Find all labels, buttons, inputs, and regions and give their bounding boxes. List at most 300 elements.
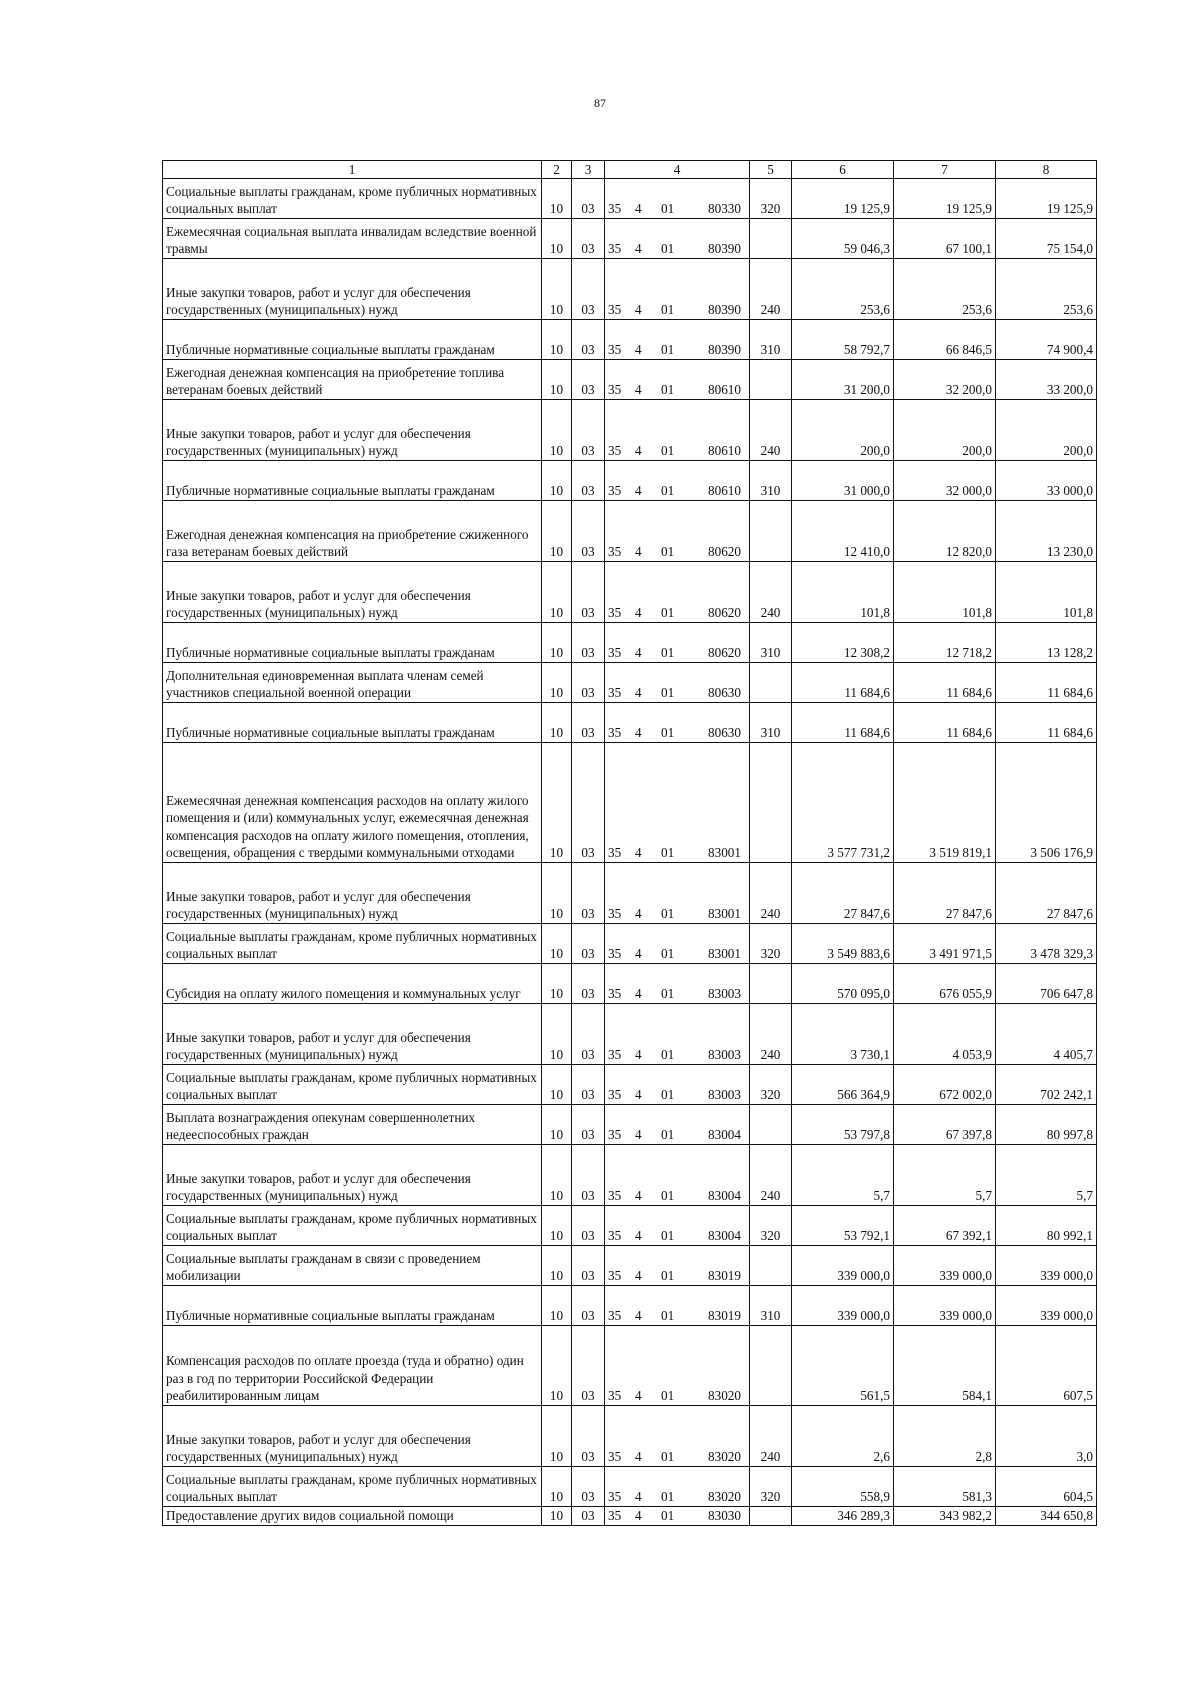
article-code-part: 4 bbox=[635, 845, 642, 861]
table-row bbox=[163, 623, 1097, 663]
item-name-cell: Ежегодная денежная компенсация на приобретение сжиженного газа ветеранам боевых действий bbox=[163, 501, 542, 562]
expense-type-cell: 320 bbox=[750, 1065, 792, 1105]
amount-year2-cell: 11 684,6 bbox=[894, 663, 996, 703]
amount-year3-cell: 80 992,1 bbox=[996, 1206, 1097, 1246]
article-code-part: 35 bbox=[608, 443, 622, 459]
expense-type-cell: 310 bbox=[750, 461, 792, 501]
target-article-cell bbox=[605, 1105, 750, 1145]
subsection-code-cell: 03 bbox=[572, 924, 605, 964]
article-code-part: 35 bbox=[608, 725, 622, 741]
table-row bbox=[163, 1065, 1097, 1105]
article-code-part: 80610 bbox=[708, 483, 741, 499]
table-row bbox=[163, 360, 1097, 400]
table-row bbox=[163, 219, 1097, 259]
article-code-part: 01 bbox=[661, 201, 675, 217]
article-code-part: 01 bbox=[661, 241, 675, 257]
subsection-code-cell: 03 bbox=[572, 320, 605, 360]
table-row bbox=[163, 1145, 1097, 1206]
article-code-part: 01 bbox=[661, 906, 675, 922]
amount-year2-cell: 2,8 bbox=[894, 1406, 996, 1467]
table-row bbox=[163, 1004, 1097, 1065]
article-code-part: 80390 bbox=[708, 302, 741, 318]
section-code-cell: 10 bbox=[542, 219, 572, 259]
article-code-part: 4 bbox=[635, 605, 642, 621]
item-name-cell: Иные закупки товаров, работ и услуг для обеспечения государственных (муниципальных) нужд bbox=[163, 400, 542, 461]
article-code-part: 35 bbox=[608, 1508, 622, 1523]
article-code-part: 4 bbox=[635, 725, 642, 741]
article-code-part: 80390 bbox=[708, 241, 741, 257]
article-code-part: 35 bbox=[608, 241, 622, 257]
expense-type-cell bbox=[750, 1105, 792, 1145]
item-name-cell: Иные закупки товаров, работ и услуг для обеспечения государственных (муниципальных) нужд bbox=[163, 1145, 542, 1206]
article-code-part: 01 bbox=[661, 1228, 675, 1244]
amount-year1-cell: 11 684,6 bbox=[792, 703, 894, 743]
amount-year1-cell: 31 200,0 bbox=[792, 360, 894, 400]
target-article-cell bbox=[605, 259, 750, 320]
article-code-part: 4 bbox=[635, 201, 642, 217]
subsection-code-cell: 03 bbox=[572, 562, 605, 623]
expense-type-cell: 310 bbox=[750, 320, 792, 360]
header-col-5: 5 bbox=[750, 161, 792, 179]
article-code-part: 83004 bbox=[708, 1228, 741, 1244]
item-name-cell: Публичные нормативные социальные выплаты гражданам bbox=[163, 320, 542, 360]
amount-year2-cell: 3 519 819,1 bbox=[894, 743, 996, 863]
article-code-part: 83003 bbox=[708, 1087, 741, 1103]
amount-year1-cell: 346 289,3 bbox=[792, 1507, 894, 1526]
amount-year3-cell: 4 405,7 bbox=[996, 1004, 1097, 1065]
article-code-part: 80630 bbox=[708, 685, 741, 701]
expense-type-cell: 240 bbox=[750, 562, 792, 623]
section-code-cell: 10 bbox=[542, 964, 572, 1004]
amount-year3-cell: 604,5 bbox=[996, 1467, 1097, 1507]
target-article-cell bbox=[605, 562, 750, 623]
article-code-part: 35 bbox=[608, 1047, 622, 1063]
subsection-code-cell: 03 bbox=[572, 1206, 605, 1246]
item-name-cell: Социальные выплаты гражданам, кроме публичных нормативных социальных выплат bbox=[163, 1467, 542, 1507]
expense-type-cell: 240 bbox=[750, 400, 792, 461]
table-row bbox=[163, 501, 1097, 562]
section-code-cell: 10 bbox=[542, 1206, 572, 1246]
article-code-part: 83001 bbox=[708, 906, 741, 922]
section-code-cell: 10 bbox=[542, 1286, 572, 1326]
article-code-part: 35 bbox=[608, 946, 622, 962]
amount-year1-cell: 53 797,8 bbox=[792, 1105, 894, 1145]
article-code-part: 01 bbox=[661, 1489, 675, 1505]
article-code-part: 01 bbox=[661, 645, 675, 661]
article-code-part: 83001 bbox=[708, 946, 741, 962]
amount-year3-cell: 11 684,6 bbox=[996, 663, 1097, 703]
expense-type-cell bbox=[750, 964, 792, 1004]
amount-year3-cell: 339 000,0 bbox=[996, 1246, 1097, 1286]
amount-year2-cell: 101,8 bbox=[894, 562, 996, 623]
article-code-part: 83019 bbox=[708, 1308, 741, 1324]
article-code-part: 4 bbox=[635, 906, 642, 922]
article-code-part: 01 bbox=[661, 1188, 675, 1204]
target-article-cell bbox=[605, 1206, 750, 1246]
table-row bbox=[163, 461, 1097, 501]
target-article-cell bbox=[605, 501, 750, 562]
amount-year3-cell: 3,0 bbox=[996, 1406, 1097, 1467]
amount-year2-cell: 67 100,1 bbox=[894, 219, 996, 259]
table-row bbox=[163, 1406, 1097, 1467]
amount-year1-cell: 3 549 883,6 bbox=[792, 924, 894, 964]
subsection-code-cell: 03 bbox=[572, 1507, 605, 1526]
article-code-part: 4 bbox=[635, 946, 642, 962]
amount-year3-cell: 706 647,8 bbox=[996, 964, 1097, 1004]
subsection-code-cell: 03 bbox=[572, 1004, 605, 1065]
item-name-cell: Ежегодная денежная компенсация на приобретение топлива ветеранам боевых действий bbox=[163, 360, 542, 400]
article-code-part: 35 bbox=[608, 685, 622, 701]
article-code-part: 35 bbox=[608, 483, 622, 499]
subsection-code-cell: 03 bbox=[572, 501, 605, 562]
table-row bbox=[163, 179, 1097, 219]
budget-table bbox=[162, 160, 1097, 1526]
amount-year1-cell: 3 577 731,2 bbox=[792, 743, 894, 863]
section-code-cell: 10 bbox=[542, 562, 572, 623]
target-article-cell bbox=[605, 1507, 750, 1526]
amount-year2-cell: 32 000,0 bbox=[894, 461, 996, 501]
article-code-part: 83020 bbox=[708, 1449, 741, 1465]
section-code-cell: 10 bbox=[542, 1406, 572, 1467]
section-code-cell: 10 bbox=[542, 924, 572, 964]
section-code-cell: 10 bbox=[542, 703, 572, 743]
expense-type-cell bbox=[750, 1246, 792, 1286]
target-article-cell bbox=[605, 1286, 750, 1326]
article-code-part: 01 bbox=[661, 605, 675, 621]
article-code-part: 4 bbox=[635, 1489, 642, 1505]
amount-year2-cell: 584,1 bbox=[894, 1326, 996, 1406]
amount-year2-cell: 32 200,0 bbox=[894, 360, 996, 400]
article-code-part: 01 bbox=[661, 1449, 675, 1465]
article-code-part: 4 bbox=[635, 241, 642, 257]
article-code-part: 4 bbox=[635, 1127, 642, 1143]
subsection-code-cell: 03 bbox=[572, 360, 605, 400]
item-name-cell: Иные закупки товаров, работ и услуг для обеспечения государственных (муниципальных) нужд bbox=[163, 259, 542, 320]
target-article-cell bbox=[605, 743, 750, 863]
amount-year1-cell: 27 847,6 bbox=[792, 863, 894, 924]
article-code-part: 83004 bbox=[708, 1188, 741, 1204]
subsection-code-cell: 03 bbox=[572, 743, 605, 863]
expense-type-cell: 240 bbox=[750, 259, 792, 320]
table-row bbox=[163, 1206, 1097, 1246]
item-name-cell: Публичные нормативные социальные выплаты гражданам bbox=[163, 1286, 542, 1326]
article-code-part: 35 bbox=[608, 302, 622, 318]
target-article-cell bbox=[605, 320, 750, 360]
amount-year2-cell: 66 846,5 bbox=[894, 320, 996, 360]
amount-year3-cell: 74 900,4 bbox=[996, 320, 1097, 360]
article-code-part: 35 bbox=[608, 605, 622, 621]
article-code-part: 01 bbox=[661, 986, 675, 1002]
amount-year3-cell: 3 478 329,3 bbox=[996, 924, 1097, 964]
section-code-cell: 10 bbox=[542, 1065, 572, 1105]
header-col-3: 3 bbox=[572, 161, 605, 179]
amount-year2-cell: 339 000,0 bbox=[894, 1246, 996, 1286]
article-code-part: 4 bbox=[635, 1188, 642, 1204]
expense-type-cell bbox=[750, 743, 792, 863]
article-code-part: 4 bbox=[635, 1449, 642, 1465]
amount-year1-cell: 2,6 bbox=[792, 1406, 894, 1467]
target-article-cell bbox=[605, 863, 750, 924]
subsection-code-cell: 03 bbox=[572, 1286, 605, 1326]
section-code-cell: 10 bbox=[542, 863, 572, 924]
article-code-part: 4 bbox=[635, 342, 642, 358]
item-name-cell: Выплата вознаграждения опекунам совершеннолетних недееспособных граждан bbox=[163, 1105, 542, 1145]
table-header-row bbox=[163, 161, 1097, 179]
item-name-cell: Компенсация расходов по оплате проезда (туда и обратно) один раз в год по территории Российской Федерации реабилитированным лицам bbox=[163, 1326, 542, 1406]
amount-year3-cell: 3 506 176,9 bbox=[996, 743, 1097, 863]
page-number: 87 bbox=[594, 96, 606, 110]
amount-year2-cell: 200,0 bbox=[894, 400, 996, 461]
target-article-cell bbox=[605, 1467, 750, 1507]
article-code-part: 01 bbox=[661, 382, 675, 398]
article-code-part: 35 bbox=[608, 201, 622, 217]
article-code-part: 01 bbox=[661, 685, 675, 701]
section-code-cell: 10 bbox=[542, 1004, 572, 1065]
article-code-part: 4 bbox=[635, 986, 642, 1002]
article-code-part: 01 bbox=[661, 946, 675, 962]
subsection-code-cell: 03 bbox=[572, 663, 605, 703]
amount-year2-cell: 676 055,9 bbox=[894, 964, 996, 1004]
target-article-cell bbox=[605, 219, 750, 259]
table-row bbox=[163, 1507, 1097, 1526]
article-code-part: 35 bbox=[608, 1268, 622, 1284]
item-name-cell: Иные закупки товаров, работ и услуг для обеспечения государственных (муниципальных) нужд bbox=[163, 562, 542, 623]
article-code-part: 01 bbox=[661, 725, 675, 741]
table-row bbox=[163, 924, 1097, 964]
article-code-part: 35 bbox=[608, 342, 622, 358]
section-code-cell: 10 bbox=[542, 320, 572, 360]
article-code-part: 80610 bbox=[708, 382, 741, 398]
article-code-part: 4 bbox=[635, 302, 642, 318]
target-article-cell bbox=[605, 703, 750, 743]
header-col-8: 8 bbox=[996, 161, 1097, 179]
table-row bbox=[163, 320, 1097, 360]
article-code-part: 35 bbox=[608, 1087, 622, 1103]
amount-year1-cell: 53 792,1 bbox=[792, 1206, 894, 1246]
amount-year2-cell: 253,6 bbox=[894, 259, 996, 320]
subsection-code-cell: 03 bbox=[572, 1065, 605, 1105]
expense-type-cell: 240 bbox=[750, 1145, 792, 1206]
article-code-part: 4 bbox=[635, 1308, 642, 1324]
amount-year1-cell: 339 000,0 bbox=[792, 1246, 894, 1286]
item-name-cell: Дополнительная единовременная выплата членам семей участников специальной военной операции bbox=[163, 663, 542, 703]
article-code-part: 4 bbox=[635, 1508, 642, 1523]
amount-year3-cell: 13 230,0 bbox=[996, 501, 1097, 562]
expense-type-cell: 310 bbox=[750, 1286, 792, 1326]
amount-year2-cell: 11 684,6 bbox=[894, 703, 996, 743]
amount-year3-cell: 75 154,0 bbox=[996, 219, 1097, 259]
amount-year1-cell: 59 046,3 bbox=[792, 219, 894, 259]
article-code-part: 4 bbox=[635, 1047, 642, 1063]
section-code-cell: 10 bbox=[542, 1246, 572, 1286]
section-code-cell: 10 bbox=[542, 400, 572, 461]
amount-year3-cell: 19 125,9 bbox=[996, 179, 1097, 219]
amount-year3-cell: 5,7 bbox=[996, 1145, 1097, 1206]
article-code-part: 01 bbox=[661, 1268, 675, 1284]
article-code-part: 80330 bbox=[708, 201, 741, 217]
article-code-part: 83019 bbox=[708, 1268, 741, 1284]
expense-type-cell: 240 bbox=[750, 863, 792, 924]
article-code-part: 80390 bbox=[708, 342, 741, 358]
section-code-cell: 10 bbox=[542, 663, 572, 703]
expense-type-cell: 240 bbox=[750, 1004, 792, 1065]
subsection-code-cell: 03 bbox=[572, 179, 605, 219]
table-row bbox=[163, 259, 1097, 320]
amount-year1-cell: 339 000,0 bbox=[792, 1286, 894, 1326]
header-col-2: 2 bbox=[542, 161, 572, 179]
amount-year1-cell: 58 792,7 bbox=[792, 320, 894, 360]
article-code-part: 01 bbox=[661, 1388, 675, 1404]
article-code-part: 35 bbox=[608, 1388, 622, 1404]
article-code-part: 35 bbox=[608, 1127, 622, 1143]
expense-type-cell: 320 bbox=[750, 924, 792, 964]
subsection-code-cell: 03 bbox=[572, 400, 605, 461]
article-code-part: 35 bbox=[608, 1449, 622, 1465]
amount-year3-cell: 11 684,6 bbox=[996, 703, 1097, 743]
header-col-4: 4 bbox=[605, 161, 750, 179]
table-row bbox=[163, 1467, 1097, 1507]
article-code-part: 35 bbox=[608, 906, 622, 922]
table-row bbox=[163, 562, 1097, 623]
section-code-cell: 10 bbox=[542, 461, 572, 501]
item-name-cell: Ежемесячная социальная выплата инвалидам вследствие военной травмы bbox=[163, 219, 542, 259]
article-code-part: 35 bbox=[608, 845, 622, 861]
amount-year2-cell: 3 491 971,5 bbox=[894, 924, 996, 964]
article-code-part: 4 bbox=[635, 1268, 642, 1284]
amount-year3-cell: 33 000,0 bbox=[996, 461, 1097, 501]
subsection-code-cell: 03 bbox=[572, 1406, 605, 1467]
amount-year2-cell: 672 002,0 bbox=[894, 1065, 996, 1105]
article-code-part: 35 bbox=[608, 1188, 622, 1204]
article-code-part: 4 bbox=[635, 1228, 642, 1244]
section-code-cell: 10 bbox=[542, 1105, 572, 1145]
target-article-cell bbox=[605, 179, 750, 219]
target-article-cell bbox=[605, 1004, 750, 1065]
amount-year1-cell: 31 000,0 bbox=[792, 461, 894, 501]
article-code-part: 4 bbox=[635, 483, 642, 499]
article-code-part: 4 bbox=[635, 382, 642, 398]
item-name-cell: Иные закупки товаров, работ и услуг для обеспечения государственных (муниципальных) нужд bbox=[163, 1004, 542, 1065]
item-name-cell: Социальные выплаты гражданам, кроме публичных нормативных социальных выплат bbox=[163, 1206, 542, 1246]
amount-year1-cell: 570 095,0 bbox=[792, 964, 894, 1004]
item-name-cell: Субсидия на оплату жилого помещения и коммунальных услуг bbox=[163, 964, 542, 1004]
subsection-code-cell: 03 bbox=[572, 1246, 605, 1286]
target-article-cell bbox=[605, 1406, 750, 1467]
article-code-part: 80610 bbox=[708, 443, 741, 459]
amount-year3-cell: 702 242,1 bbox=[996, 1065, 1097, 1105]
amount-year1-cell: 11 684,6 bbox=[792, 663, 894, 703]
article-code-part: 4 bbox=[635, 685, 642, 701]
target-article-cell bbox=[605, 924, 750, 964]
amount-year2-cell: 4 053,9 bbox=[894, 1004, 996, 1065]
article-code-part: 35 bbox=[608, 382, 622, 398]
amount-year3-cell: 253,6 bbox=[996, 259, 1097, 320]
amount-year2-cell: 67 397,8 bbox=[894, 1105, 996, 1145]
target-article-cell bbox=[605, 1326, 750, 1406]
expense-type-cell bbox=[750, 219, 792, 259]
table-row bbox=[163, 703, 1097, 743]
article-code-part: 83003 bbox=[708, 986, 741, 1002]
item-name-cell: Социальные выплаты гражданам в связи с проведением мобилизации bbox=[163, 1246, 542, 1286]
expense-type-cell: 320 bbox=[750, 1467, 792, 1507]
amount-year1-cell: 558,9 bbox=[792, 1467, 894, 1507]
section-code-cell: 10 bbox=[542, 1507, 572, 1526]
article-code-part: 80630 bbox=[708, 725, 741, 741]
article-code-part: 01 bbox=[661, 1087, 675, 1103]
article-code-part: 80620 bbox=[708, 544, 741, 560]
expense-type-cell: 320 bbox=[750, 1206, 792, 1246]
article-code-part: 4 bbox=[635, 443, 642, 459]
section-code-cell: 10 bbox=[542, 501, 572, 562]
target-article-cell bbox=[605, 1246, 750, 1286]
amount-year2-cell: 27 847,6 bbox=[894, 863, 996, 924]
item-name-cell: Ежемесячная денежная компенсация расходов на оплату жилого помещения и (или) коммунальных услуг, ежемесячная денежная компенсация расходов на оплату жилого помещения, отопления, освещения, обращения с твердыми коммунальными отходами bbox=[163, 743, 542, 863]
article-code-part: 4 bbox=[635, 1087, 642, 1103]
item-name-cell: Предоставление других видов социальной помощи bbox=[163, 1507, 542, 1526]
amount-year3-cell: 13 128,2 bbox=[996, 623, 1097, 663]
expense-type-cell bbox=[750, 663, 792, 703]
table-row bbox=[163, 1105, 1097, 1145]
section-code-cell: 10 bbox=[542, 1326, 572, 1406]
subsection-code-cell: 03 bbox=[572, 964, 605, 1004]
expense-type-cell bbox=[750, 1326, 792, 1406]
article-code-part: 01 bbox=[661, 1127, 675, 1143]
target-article-cell bbox=[605, 1065, 750, 1105]
article-code-part: 83003 bbox=[708, 1047, 741, 1063]
expense-type-cell bbox=[750, 360, 792, 400]
expense-type-cell: 240 bbox=[750, 1406, 792, 1467]
subsection-code-cell: 03 bbox=[572, 1145, 605, 1206]
article-code-part: 01 bbox=[661, 544, 675, 560]
header-col-1: 1 bbox=[163, 161, 542, 179]
article-code-part: 35 bbox=[608, 986, 622, 1002]
expense-type-cell: 310 bbox=[750, 623, 792, 663]
amount-year1-cell: 566 364,9 bbox=[792, 1065, 894, 1105]
amount-year1-cell: 12 410,0 bbox=[792, 501, 894, 562]
section-code-cell: 10 bbox=[542, 179, 572, 219]
subsection-code-cell: 03 bbox=[572, 461, 605, 501]
amount-year2-cell: 5,7 bbox=[894, 1145, 996, 1206]
section-code-cell: 10 bbox=[542, 623, 572, 663]
amount-year1-cell: 19 125,9 bbox=[792, 179, 894, 219]
article-code-part: 01 bbox=[661, 483, 675, 499]
expense-type-cell: 310 bbox=[750, 703, 792, 743]
table-row bbox=[163, 400, 1097, 461]
amount-year2-cell: 343 982,2 bbox=[894, 1507, 996, 1526]
article-code-part: 83004 bbox=[708, 1127, 741, 1143]
target-article-cell bbox=[605, 663, 750, 703]
subsection-code-cell: 03 bbox=[572, 259, 605, 320]
item-name-cell: Иные закупки товаров, работ и услуг для обеспечения государственных (муниципальных) нужд bbox=[163, 1406, 542, 1467]
amount-year3-cell: 101,8 bbox=[996, 562, 1097, 623]
amount-year2-cell: 12 718,2 bbox=[894, 623, 996, 663]
table-row bbox=[163, 743, 1097, 863]
item-name-cell: Публичные нормативные социальные выплаты гражданам bbox=[163, 703, 542, 743]
section-code-cell: 10 bbox=[542, 1145, 572, 1206]
target-article-cell bbox=[605, 1145, 750, 1206]
subsection-code-cell: 03 bbox=[572, 1105, 605, 1145]
section-code-cell: 10 bbox=[542, 743, 572, 863]
amount-year3-cell: 344 650,8 bbox=[996, 1507, 1097, 1526]
amount-year1-cell: 3 730,1 bbox=[792, 1004, 894, 1065]
article-code-part: 4 bbox=[635, 1388, 642, 1404]
target-article-cell bbox=[605, 400, 750, 461]
article-code-part: 35 bbox=[608, 1228, 622, 1244]
table-row bbox=[163, 964, 1097, 1004]
amount-year2-cell: 581,3 bbox=[894, 1467, 996, 1507]
amount-year1-cell: 12 308,2 bbox=[792, 623, 894, 663]
article-code-part: 83020 bbox=[708, 1388, 741, 1404]
